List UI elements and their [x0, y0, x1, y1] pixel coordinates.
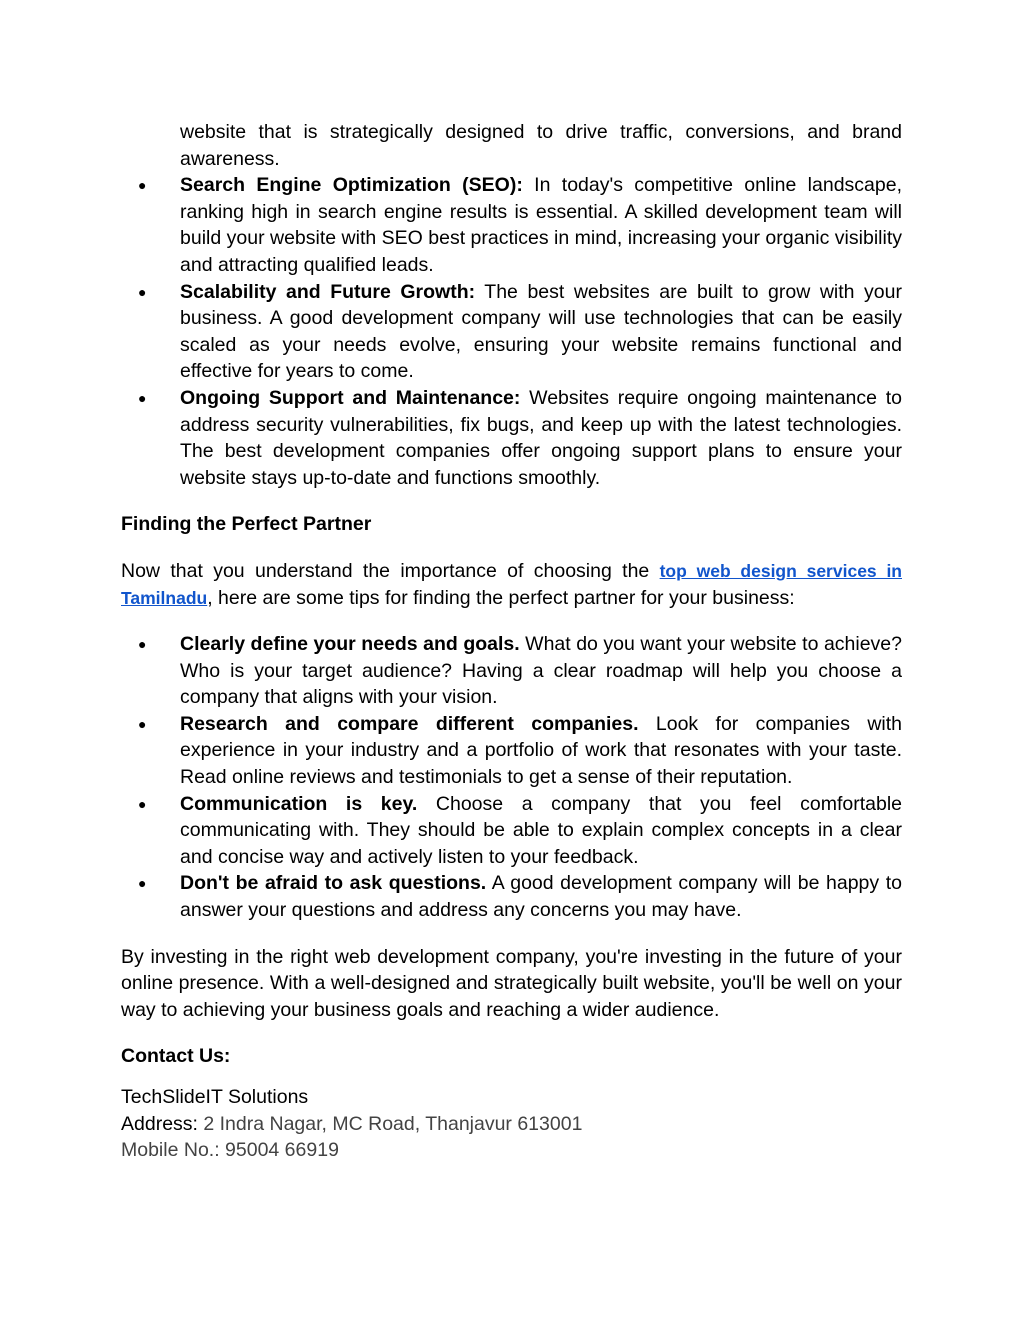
bullet-icon: ● — [138, 875, 147, 892]
list-item-title: Communication is key. — [180, 792, 418, 815]
web-design-services-link[interactable]: top web design services in Tamilnadu — [121, 560, 902, 608]
list-item — [121, 279, 902, 385]
partner-text-before: Now that you understand the importance of choosing the — [121, 559, 660, 582]
bullet-icon: ● — [138, 283, 147, 300]
partner-text-after: , here are some tips for finding the perfect partner for your business: — [207, 586, 795, 609]
bullet-icon: ● — [138, 636, 147, 653]
bullet-icon: ● — [138, 715, 147, 732]
bullet-icon: ● — [138, 177, 147, 194]
list-item-text: In today's competitive online landscape, ranking high in search engine results is essential. A skilled development team will build your website with SEO best practices in mind, increasing your organic visibility and attracting qualified leads. — [180, 174, 902, 276]
list-item — [121, 870, 902, 923]
list-item-title: Don't be afraid to ask questions. — [180, 872, 487, 895]
bullet-icon: ● — [138, 795, 147, 812]
section-heading-contact: Contact Us: — [121, 1045, 231, 1068]
intro-continuation: website that is strategically designed to drive traffic, conversions, and brand awareness. — [180, 121, 902, 170]
company-name: TechSlideIT Solutions — [121, 1086, 309, 1108]
list-item-title: Research and compare different companies. — [180, 712, 639, 735]
list-item — [121, 172, 902, 278]
list-item — [121, 631, 902, 711]
list-item-text: The best websites are built to grow with your business. A good development company will use technologies that can be easily scaled as your needs evolve, ensuring your website remains functional and effective for years to come. — [180, 280, 902, 383]
list-item-title: Clearly define your needs and goals. — [180, 633, 520, 656]
contact-block — [121, 1084, 902, 1164]
tips-list — [121, 631, 902, 924]
bullet-icon: ● — [138, 389, 147, 406]
list-item-title: Scalability and Future Growth: — [180, 280, 476, 303]
address-label: Address: — [121, 1112, 198, 1135]
address-line — [121, 1111, 902, 1138]
list-item — [121, 385, 902, 491]
list-item-title: Ongoing Support and Maintenance: — [180, 386, 521, 409]
list-item — [121, 711, 902, 791]
list-item-title: Search Engine Optimization (SEO): — [180, 174, 523, 197]
partner-paragraph — [121, 558, 902, 611]
list-item-text: Choose a company that you feel comfortable communicating with. They should be able to explain complex concepts in a clear and concise way and actively listen to your feedback. — [180, 792, 902, 868]
benefits-list — [121, 172, 902, 491]
address-value: 2 Indra Nagar, MC Road, Thanjavur 613001 — [197, 1112, 583, 1135]
list-item — [121, 791, 902, 871]
list-item-text: Websites require ongoing maintenance to address security vulnerabilities, fix bugs, and keep up with the latest technologies. The best development companies offer ongoing support plans to ensure your website stays up-to-date and functions smoothly. — [180, 386, 903, 489]
mobile-number: Mobile No.: 95004 66919 — [121, 1139, 339, 1162]
list-item-text: Look for companies with experience in your industry and a portfolio of work that resonates with your taste. Read online reviews and testimonials to get a sense of their reputation. — [180, 712, 902, 789]
document-body — [121, 119, 902, 1164]
closing-paragraph: By investing in the right web development company, you're investing in the future of your online presence. With a well-designed and strategically built website, you'll be well on your way to achieving your business goals and reaching a wider audience. — [121, 945, 902, 1021]
list-item-text: What do you want your website to achieve? Who is your target audience? Having a clear roadmap will help you choose a company that aligns with your vision. — [180, 633, 902, 709]
list-item-text: A good development company will be happy to answer your questions and address any concerns you may have. — [180, 872, 902, 922]
section-heading-partner: Finding the Perfect Partner — [121, 513, 372, 536]
